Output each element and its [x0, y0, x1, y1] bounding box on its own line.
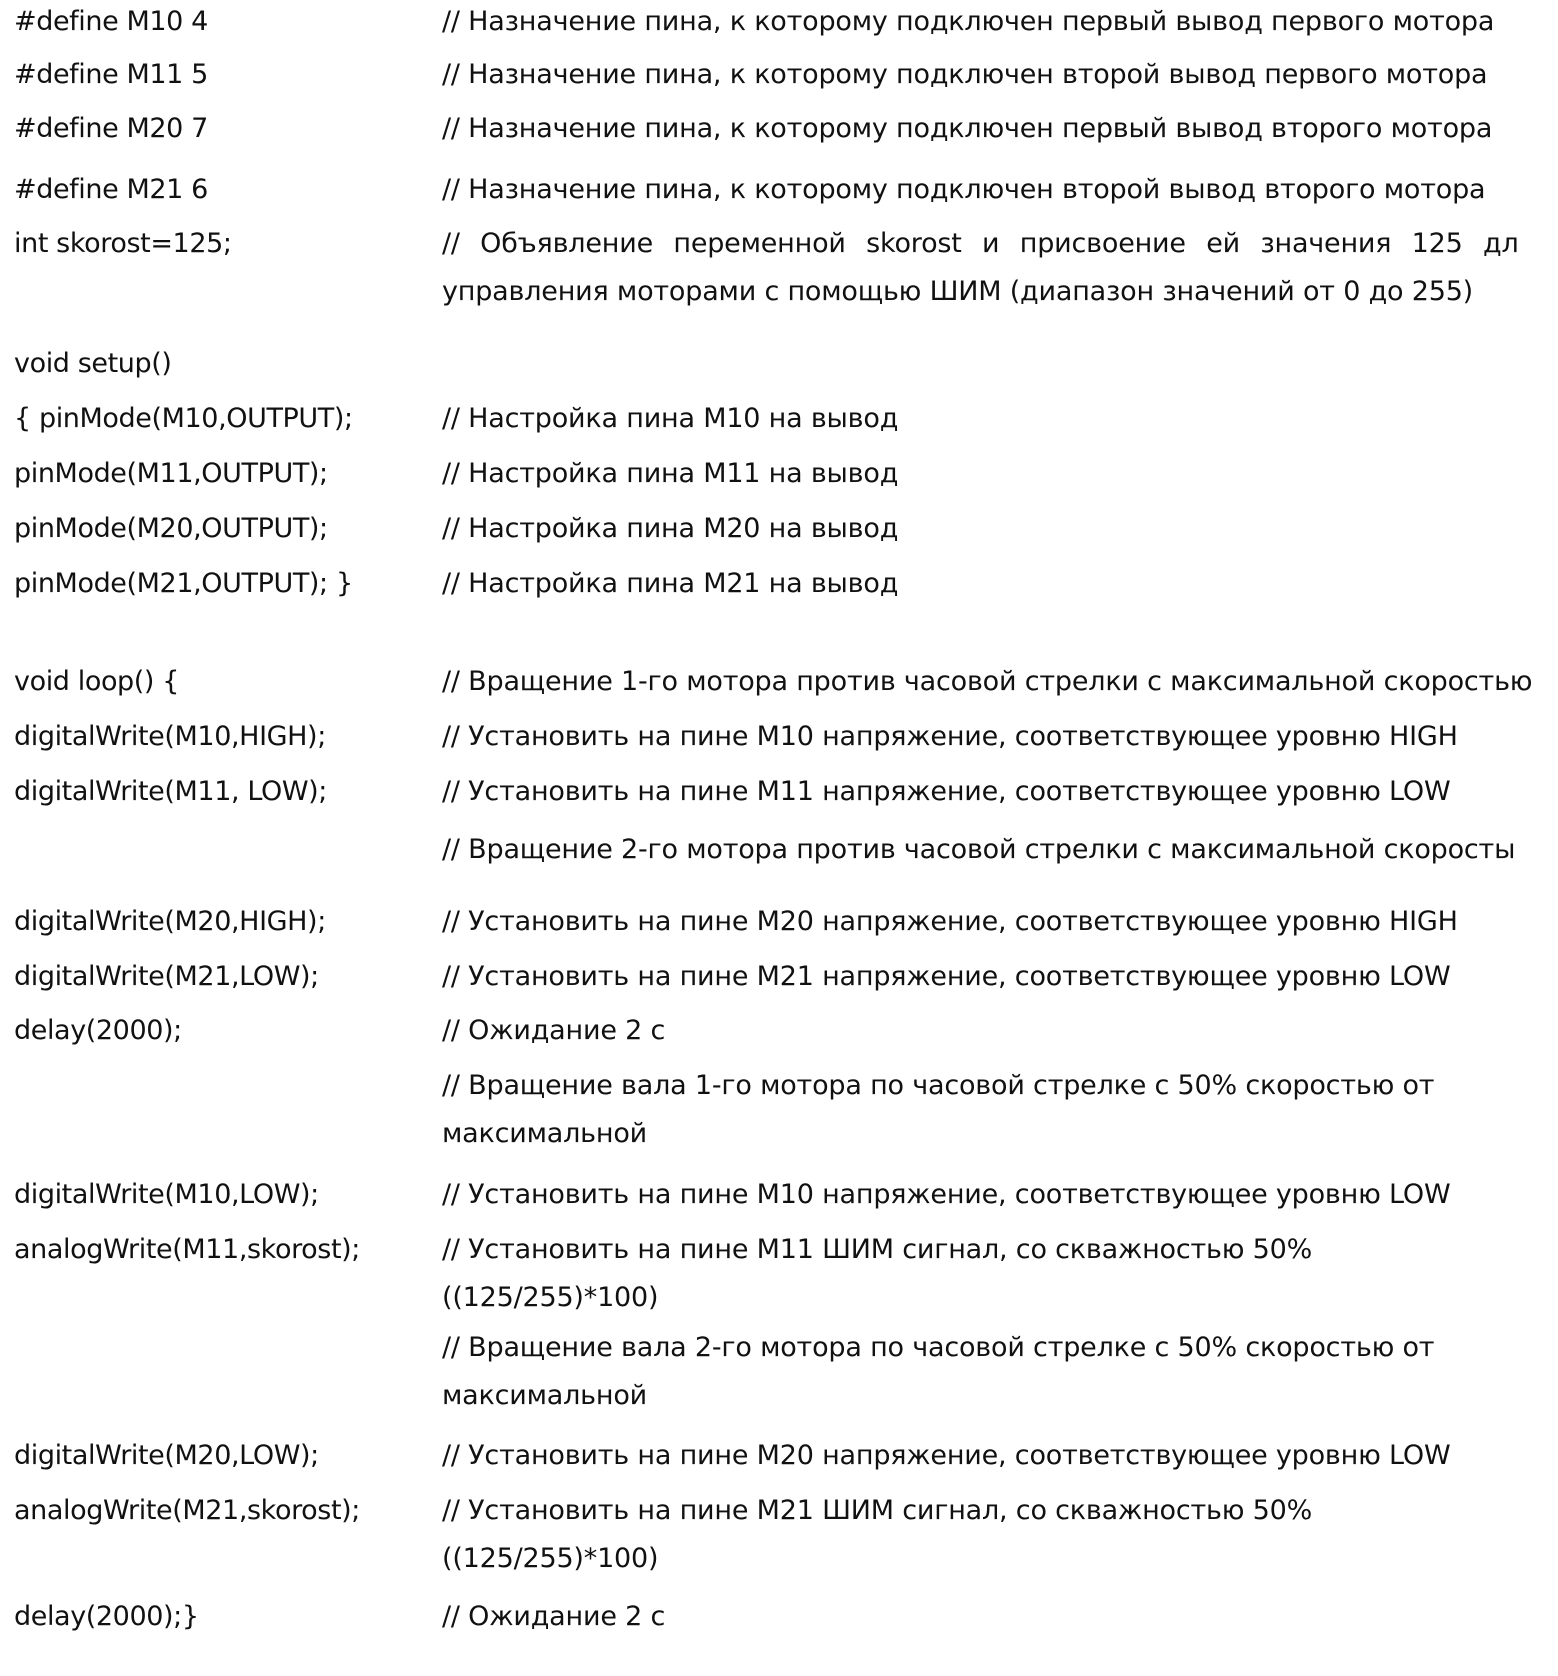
comment-line: // Вращение 2-го мотора против часовой стрелки с максимальной скоросты: [442, 834, 1516, 865]
code-text: digitalWrite(M11, LOW);: [14, 776, 328, 807]
code-comment: [442, 450, 1558, 498]
comment-line: // Назначение пина, к которому подключен второй вывод первого мотора: [442, 59, 1488, 90]
code-comment: [442, 826, 1558, 874]
comment-line: ((125/255)*100): [442, 1282, 659, 1313]
code-text: analogWrite(M11,skorost);: [14, 1234, 360, 1265]
code-text: #define M20 7: [14, 113, 208, 144]
comment-line: // Установить на пине M21 напряжение, соответствующее уровню LOW: [442, 961, 1451, 992]
code-comment: [442, 898, 1558, 946]
code-text: void setup(): [14, 348, 172, 379]
code-text: #define M10 4: [14, 6, 208, 37]
comment-line: // Ожидание 2 с: [442, 1015, 666, 1046]
code-text: digitalWrite(M10,LOW);: [14, 1179, 319, 1210]
code-text: pinMode(M11,OUTPUT);: [14, 458, 328, 489]
code-comment: [442, 1487, 1558, 1583]
code-comment: [442, 166, 1558, 214]
code-text: delay(2000);}: [14, 1601, 199, 1632]
code-text: digitalWrite(M21,LOW);: [14, 961, 319, 992]
code-text: #define M11 5: [14, 59, 208, 90]
code-comment: [442, 1171, 1558, 1219]
code-comment: [442, 1432, 1558, 1480]
code-comment: [442, 1593, 1558, 1641]
comment-line: // Настройка пина M20 на вывод: [442, 513, 899, 544]
code-comment: [442, 51, 1558, 99]
comment-line: максимальной: [442, 1380, 648, 1411]
code-text: digitalWrite(M20,LOW);: [14, 1440, 319, 1471]
code-text: void loop() {: [14, 666, 180, 697]
comment-line: // Настройка пина M21 на вывод: [442, 568, 899, 599]
comment-line: // Установить на пине M10 напряжение, соответствующее уровню LOW: [442, 1179, 1451, 1210]
code-comment: [442, 0, 1558, 46]
comment-line: // Вращение вала 2-го мотора по часовой стрелке с 50% скоростью от: [442, 1332, 1435, 1363]
code-text: int skorost=125;: [14, 228, 232, 259]
code-comment: [442, 220, 1558, 316]
code-text: digitalWrite(M20,HIGH);: [14, 906, 326, 937]
code-text: pinMode(M21,OUTPUT); }: [14, 568, 353, 599]
comment-line: // Установить на пине M11 напряжение, соответствующее уровню LOW: [442, 776, 1451, 807]
comment-line: // Установить на пине M11 ШИМ сигнал, со скважностью 50%: [442, 1234, 1313, 1265]
code-comment: [442, 658, 1558, 706]
comment-line: // Вращение вала 1-го мотора по часовой стрелке с 50% скоростью от: [442, 1070, 1435, 1101]
comment-line: управления моторами с помощью ШИМ (диапазон значений от 0 до 255): [442, 276, 1474, 307]
comment-line: // Настройка пина M11 на вывод: [442, 458, 899, 489]
code-text: { pinMode(M10,OUTPUT);: [14, 403, 353, 434]
code-comment: [442, 105, 1558, 153]
comment-line: // Установить на пине M10 напряжение, соответствующее уровню HIGH: [442, 721, 1458, 752]
code-text: #define M21 6: [14, 174, 208, 205]
comment-line: максимальной: [442, 1118, 648, 1149]
comment-line: // Установить на пине M21 ШИМ сигнал, со скважностью 50%: [442, 1495, 1313, 1526]
comment-line: // Настройка пина M10 на вывод: [442, 403, 899, 434]
code-comment: [442, 505, 1558, 553]
code-text: digitalWrite(M10,HIGH);: [14, 721, 326, 752]
code-text: pinMode(M20,OUTPUT);: [14, 513, 328, 544]
code-comment: [442, 953, 1558, 1001]
code-comment: [442, 1324, 1558, 1420]
code-comment: [442, 1226, 1558, 1322]
comment-line: // Установить на пине M20 напряжение, соответствующее уровню LOW: [442, 1440, 1451, 1471]
comment-line: // Ожидание 2 с: [442, 1601, 666, 1632]
code-comment: [442, 768, 1558, 816]
comment-line: ((125/255)*100): [442, 1543, 659, 1574]
comment-line: // Назначение пина, к которому подключен первый вывод второго мотора: [442, 113, 1493, 144]
comment-line: // Вращение 1-го мотора против часовой стрелки с максимальной скоростью: [442, 666, 1533, 697]
comment-line: // Объявление переменной skorost и присвоение ей значения 125 дл: [442, 228, 1519, 259]
code-comment: [442, 560, 1558, 608]
comment-line: // Назначение пина, к которому подключен второй вывод второго мотора: [442, 174, 1486, 205]
code-comment: [442, 713, 1558, 761]
code-text: analogWrite(M21,skorost);: [14, 1495, 360, 1526]
code-comment: [442, 395, 1558, 443]
code-comment: [442, 1007, 1558, 1055]
comment-line: // Назначение пина, к которому подключен первый вывод первого мотора: [442, 6, 1495, 37]
code-text: delay(2000);: [14, 1015, 182, 1046]
code-comment: [442, 1062, 1558, 1158]
comment-line: // Установить на пине M20 напряжение, соответствующее уровню HIGH: [442, 906, 1458, 937]
